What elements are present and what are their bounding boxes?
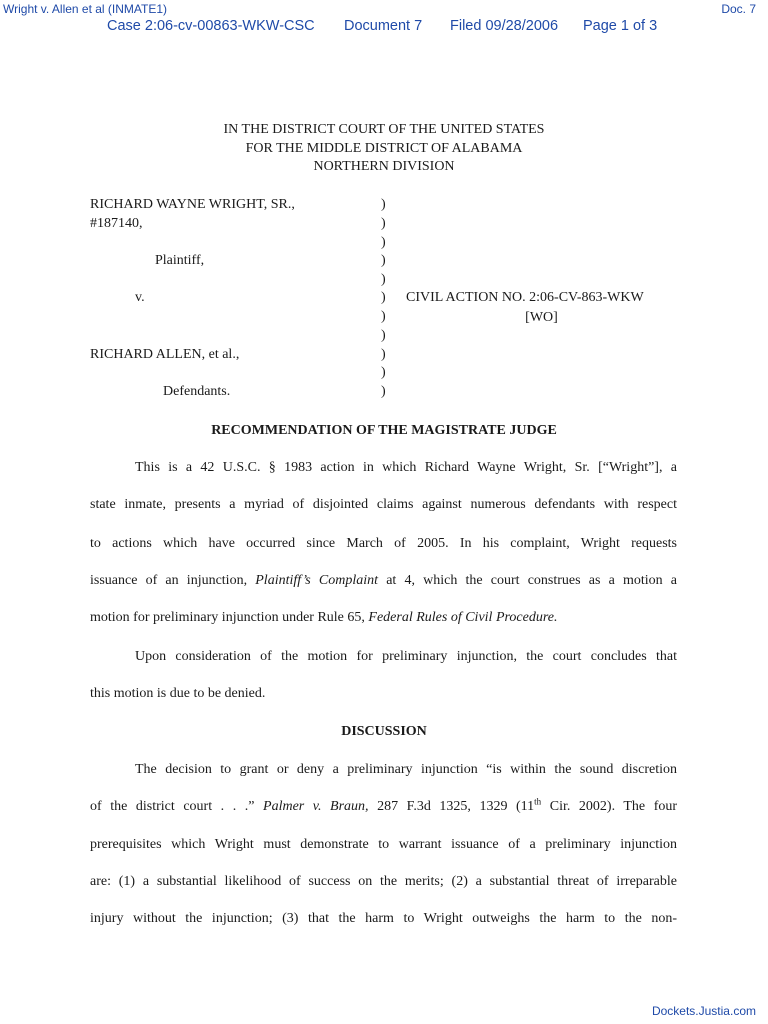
caption-paren: ) — [381, 384, 386, 399]
caption-paren: ) — [381, 216, 386, 231]
caption-paren: ) — [381, 197, 386, 212]
page-indicator: Page 1 of 3 — [583, 18, 658, 34]
body-line: this motion is due to be denied. — [90, 686, 266, 701]
body-line: Upon consideration of the motion for preliminary injunction, the court concludes that — [135, 649, 677, 664]
caption-paren: ) — [381, 235, 386, 250]
body-line: The decision to grant or deny a preliminary injunction “is within the sound discretion — [135, 762, 677, 777]
caption-paren: ) — [381, 253, 386, 268]
body-line: are: (1) a substantial likelihood of success on the merits; (2) a substantial threat of irreparable — [90, 874, 677, 889]
versus: v. — [135, 290, 145, 305]
defendant-label: Defendants. — [163, 384, 231, 399]
caption-paren: ) — [381, 290, 386, 305]
body-line: injury without the injunction; (3) that the harm to Wright outweighs the harm to the non- — [90, 911, 677, 926]
plaintiff-label: Plaintiff, — [155, 253, 205, 268]
plaintiff-name: RICHARD WAYNE WRIGHT, SR., — [90, 197, 295, 212]
document-title-link[interactable]: Wright v. Allen et al (INMATE1) — [3, 2, 168, 16]
body-line: prerequisites which Wright must demonstrate to warrant issuance of a preliminary injunction — [90, 837, 677, 852]
justia-footer-link[interactable]: Dockets.Justia.com — [651, 1004, 756, 1018]
body-line: This is a 42 U.S.C. § 1983 action in which Richard Wayne Wright, Sr. [“Wright”], a — [135, 460, 677, 475]
document-title: RECOMMENDATION OF THE MAGISTRATE JUDGE — [211, 423, 557, 438]
caption-paren: ) — [381, 309, 386, 324]
document-number: Document 7 — [344, 18, 423, 34]
caption-paren: ) — [381, 347, 386, 362]
defendant-name: RICHARD ALLEN, et al., — [90, 347, 240, 362]
case-number: Case 2:06-cv-00863-WKW-CSC — [107, 18, 315, 34]
caption-paren: ) — [381, 272, 386, 287]
plaintiff-number: #187140, — [90, 216, 143, 231]
filed-date: Filed 09/28/2006 — [450, 18, 559, 34]
caption-paren: ) — [381, 328, 386, 343]
caption-paren: ) — [381, 365, 386, 380]
document-number-link[interactable]: Doc. 7 — [721, 2, 756, 16]
body-line: of the district court . . .” Palmer v. Braun, 287 F.3d 1325, 1329 (11th Cir. 2002). The four — [90, 796, 678, 814]
body-line: motion for preliminary injunction under Rule 65, Federal Rules of Civil Procedure. — [90, 610, 558, 625]
court-name-line1: IN THE DISTRICT COURT OF THE UNITED STATES — [223, 122, 545, 137]
court-division: NORTHERN DIVISION — [313, 159, 455, 174]
body-line: state inmate, presents a myriad of disjointed claims against numerous defendants with respect — [90, 497, 677, 512]
court-name-line2: FOR THE MIDDLE DISTRICT OF ALABAMA — [245, 141, 523, 156]
section-heading: DISCUSSION — [341, 724, 427, 739]
body-line: issuance of an injunction, Plaintiff’s Complaint at 4, which the court construes as a motion a — [90, 573, 677, 588]
wo-designation: [WO] — [525, 310, 558, 325]
civil-action-number: CIVIL ACTION NO. 2:06-CV-863-WKW — [406, 290, 644, 305]
body-line: to actions which have occurred since March of 2005. In his complaint, Wright requests — [90, 536, 677, 551]
